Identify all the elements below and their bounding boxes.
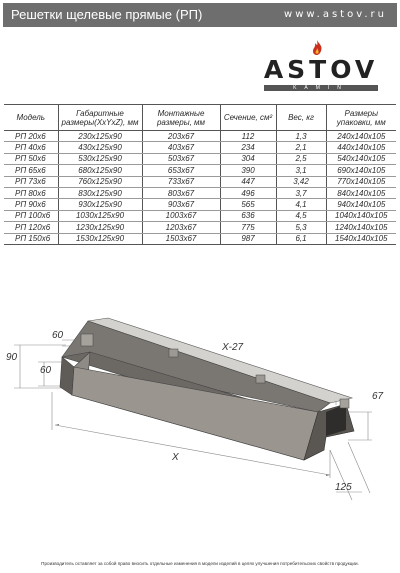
cell-mounting: 653х67 [142, 165, 220, 176]
cell-dimensions: 1230х125х90 [58, 222, 142, 233]
cell-model: РП 80х6 [4, 187, 58, 198]
col-model: Модель [4, 105, 58, 131]
cell-package: 240х140х105 [326, 131, 396, 142]
website-url[interactable]: www.astov.ru [284, 9, 387, 20]
cell-package: 940х140х105 [326, 199, 396, 210]
cell-package: 690х140х105 [326, 165, 396, 176]
table-row [4, 199, 396, 210]
grille-drawing [0, 310, 400, 510]
cell-mounting: 503х67 [142, 153, 220, 164]
cell-section: 565 [220, 199, 276, 210]
cell-model: РП 50х6 [4, 153, 58, 164]
cell-weight: 3,42 [276, 176, 326, 187]
cell-model: РП 20х6 [4, 131, 58, 142]
cell-dimensions: 680х125х90 [58, 165, 142, 176]
cell-section: 112 [220, 131, 276, 142]
brand-subtitle: KAMIN [293, 85, 349, 91]
cell-dimensions: 830х125х90 [58, 187, 142, 198]
cell-weight: 3,7 [276, 187, 326, 198]
cell-weight: 4,5 [276, 210, 326, 221]
col-package: Размеры упаковки, мм [326, 105, 396, 131]
table-row [4, 222, 396, 233]
cell-mounting: 1003х67 [142, 210, 220, 221]
cell-section: 234 [220, 142, 276, 153]
cell-weight: 6,1 [276, 233, 326, 244]
cell-section: 636 [220, 210, 276, 221]
col-dimensions: Габаритные размеры(XxYxZ), мм [58, 105, 142, 131]
cell-mounting: 403х67 [142, 142, 220, 153]
cell-package: 1240х140х105 [326, 222, 396, 233]
cell-dimensions: 930х125х90 [58, 199, 142, 210]
table-row [4, 233, 396, 244]
col-weight: Вес, кг [276, 105, 326, 131]
cell-package: 440х140х105 [326, 142, 396, 153]
cell-dimensions: 530х125х90 [58, 153, 142, 164]
cell-package: 540х140х105 [326, 153, 396, 164]
cell-dimensions: 1030х125х90 [58, 210, 142, 221]
col-mounting: Монтажные размеры, мм [142, 105, 220, 131]
cell-mounting: 203х67 [142, 131, 220, 142]
table-row [4, 187, 396, 198]
flame-icon [310, 40, 324, 56]
cell-package: 1040х140х105 [326, 210, 396, 221]
cell-section: 496 [220, 187, 276, 198]
cell-weight: 2,1 [276, 142, 326, 153]
cell-model: РП 120х6 [4, 222, 58, 233]
table-row [4, 153, 396, 164]
cell-weight: 2,5 [276, 153, 326, 164]
cell-section: 987 [220, 233, 276, 244]
page-title: Решетки щелевые прямые (РП) [11, 7, 203, 22]
cell-model: РП 65х6 [4, 165, 58, 176]
cell-mounting: 1203х67 [142, 222, 220, 233]
table-row [4, 142, 396, 153]
cell-model: РП 90х6 [4, 199, 58, 210]
cell-package: 770х140х105 [326, 176, 396, 187]
dim-front: 60 [40, 365, 52, 376]
dim-length: X [172, 452, 179, 463]
cell-section: 775 [220, 222, 276, 233]
cell-mounting: 1503х67 [142, 233, 220, 244]
brand-name: ASTOV [263, 55, 379, 84]
brand-logo [258, 40, 384, 98]
cell-weight: 5,3 [276, 222, 326, 233]
cell-model: РП 73х6 [4, 176, 58, 187]
cell-section: 447 [220, 176, 276, 187]
cell-mounting: 803х67 [142, 187, 220, 198]
table-row [4, 176, 396, 187]
cell-weight: 4,1 [276, 199, 326, 210]
table-row [4, 165, 396, 176]
table-row [4, 210, 396, 221]
cell-weight: 1,3 [276, 131, 326, 142]
spec-table [4, 104, 396, 245]
dim-depth: 125 [335, 482, 352, 493]
cell-mounting: 903х67 [142, 199, 220, 210]
header-bar [3, 3, 397, 27]
cell-dimensions: 760х125х90 [58, 176, 142, 187]
cell-weight: 3,1 [276, 165, 326, 176]
spec-table-body [4, 131, 396, 245]
table-row [4, 131, 396, 142]
cell-model: РП 100х6 [4, 210, 58, 221]
cell-dimensions: 230х125х90 [58, 131, 142, 142]
footer-note: Производитель оставляет за собой право вносить отдельные изменения в модели изделий в целях улучшения потребительских свойств продукции. [41, 561, 359, 566]
cell-dimensions: 430х125х90 [58, 142, 142, 153]
dim-right: 67 [372, 391, 384, 402]
table-header-row [4, 105, 396, 131]
col-section: Сечение, см² [220, 105, 276, 131]
cell-package: 1540х140х105 [326, 233, 396, 244]
dim-top-depth: 60 [52, 330, 64, 341]
cell-section: 304 [220, 153, 276, 164]
dim-height: 90 [6, 352, 18, 363]
cell-mounting: 733х67 [142, 176, 220, 187]
dim-length-inner: X-27 [222, 342, 244, 353]
cell-model: РП 40х6 [4, 142, 58, 153]
cell-model: РП 150х6 [4, 233, 58, 244]
cell-package: 840х140х105 [326, 187, 396, 198]
cell-dimensions: 1530х125х90 [58, 233, 142, 244]
cell-section: 390 [220, 165, 276, 176]
